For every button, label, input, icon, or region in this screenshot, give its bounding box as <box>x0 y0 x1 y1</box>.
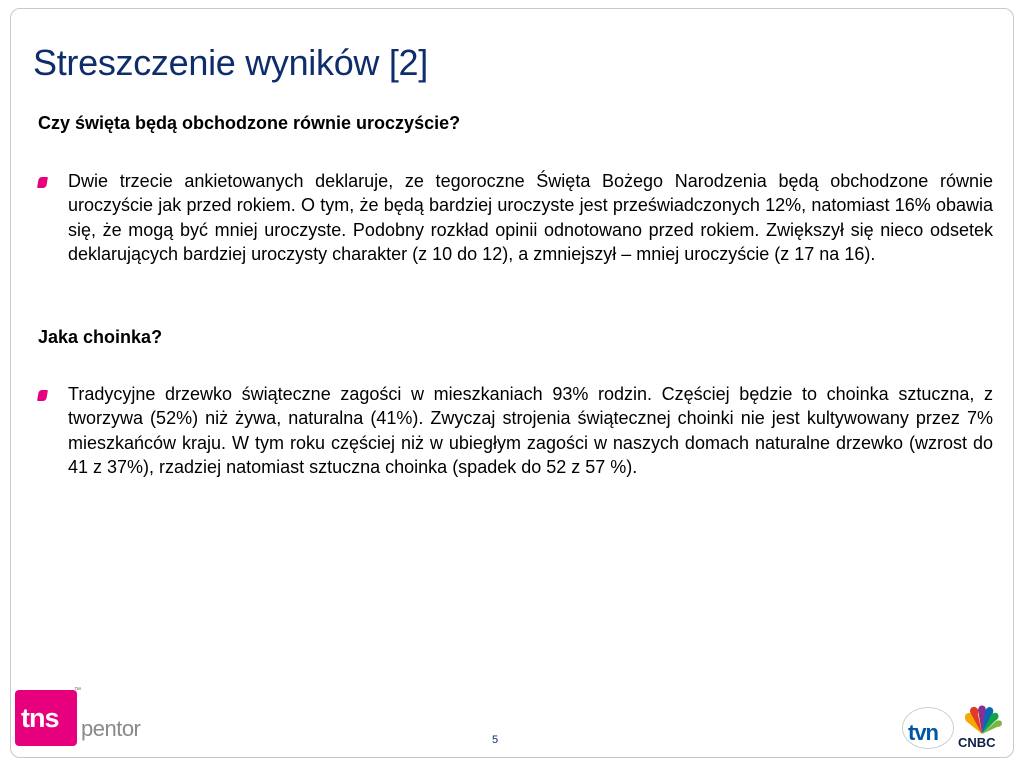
trademark-mark: ™ <box>74 687 81 694</box>
bullet-text-tree: Tradycyjne drzewko świąteczne zagości w mieszkaniach 93% rodzin. Częściej będzie to choinka sztuczna, z tworzywa (52%) niż żywa, naturalna (41%). Zwyczaj strojenia świątecznej choinki nie jest kultywowany przez 7% mieszkańców kraju. W tym roku częściej niż w ubiegłym zagości w naszych domach naturalne drzewko (wzrost do 41 z 37%), rzadziej natomiast sztuczna choinka (spadek do 52 z 57 %). <box>68 384 993 478</box>
cnbc-logo-text: CNBC <box>958 735 996 750</box>
page-title: Streszczenie wyników [2] <box>33 42 428 84</box>
tns-pentor-logo <box>15 687 141 750</box>
tvn-logo <box>902 707 954 749</box>
tvn-cnbc-logo <box>902 703 1006 753</box>
bullet-item-tree <box>38 382 993 480</box>
tns-logo-text: tns <box>21 703 59 733</box>
tvn-logo-text: tvn <box>908 720 938 745</box>
page-number: 5 <box>492 734 499 746</box>
pentor-logo-text: pentor <box>81 716 141 741</box>
bullet-item-celebration <box>38 169 993 267</box>
bullet-icon <box>37 177 48 188</box>
bullet-text-celebration: Dwie trzecie ankietowanych deklaruje, ze tegoroczne Święta Bożego Narodzenia będą obchodzone równie uroczyście jak przed rokiem. O tym, że będą bardziej uroczyste jest przeświadczonych 12%, natomiast 16% obawia się, że mogą być mniej uroczyste. Podobny rozkład opinii odnotowano przed rokiem. Zwiększył się nieco odsetek deklarujących bardziej uroczysty charakter (z 10 do 12), a zmniejszył – mniej uroczyście (z 17 na 16). <box>68 171 993 265</box>
tns-logo-box <box>15 690 77 746</box>
bullet-icon <box>37 390 48 401</box>
cnbc-peacock-icon <box>960 705 1004 735</box>
section-heading-celebration: Czy święta będą obchodzone równie uroczyście? <box>38 113 461 133</box>
section-heading-tree: Jaka choinka? <box>38 327 163 347</box>
